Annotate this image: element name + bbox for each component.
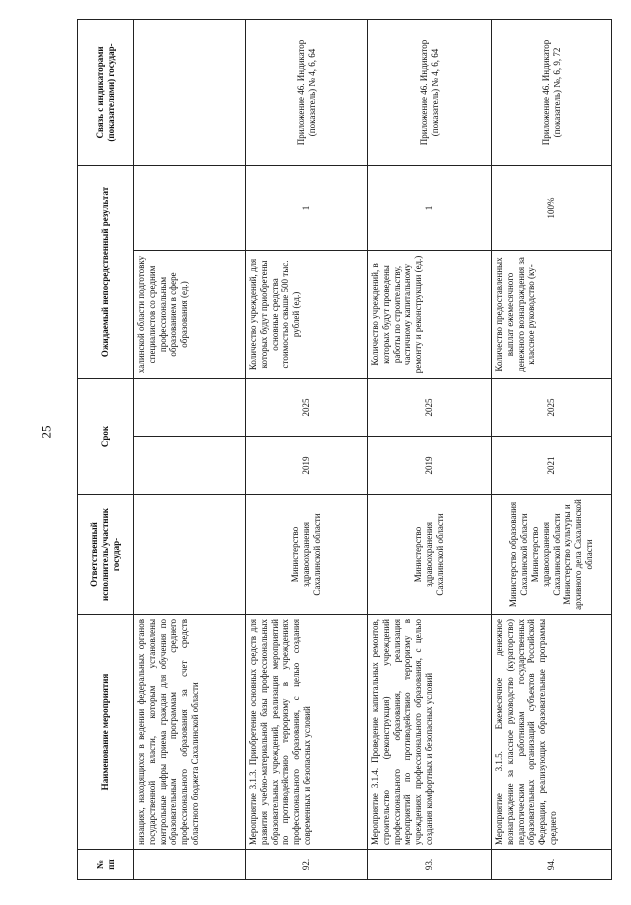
header-term: Срок [78, 378, 134, 494]
table-row [134, 19, 246, 879]
row-number: 93. [368, 850, 492, 880]
header-result: Ожидаемый непосредственный результат [78, 165, 134, 378]
responsible-executor: Министерство здравоохранения Сахалинской области [246, 495, 368, 615]
activity-name: Мероприятие 3.1.3. Приобретение основных средств для развития учебно-материальной базы профессиональных образовательных учреждений, реализация мероприятий по противодействию терроризму в учреждениях профессионального образования, с целью создания современных и безопасных условий [246, 615, 368, 850]
activity-name: Мероприятие 3.1.4. Проведение капитальных ремонтов, строительство (реконструкция) учреждений профессионального образования, реализация мероприятий по противодействию терроризму в учреждениях профессионального образования, с целью создания комфортных и безопасных условий [368, 615, 492, 850]
activity-name: низациях, находящихся в ведении федеральных органов государственной власти, которым установлены контрольные цифры приема граждан для обучения по образовательным программам среднего профессионального образования за счет средств областного бюджета Сахалинской области [134, 615, 246, 850]
table-row [492, 19, 612, 879]
expected-result-value [134, 165, 246, 250]
header-link: Связь с индикаторами (показателями) государ- [78, 19, 134, 165]
start-year: 2021 [492, 437, 612, 495]
activities-table [77, 19, 612, 880]
indicator-link [134, 19, 246, 165]
activity-name: Мероприятие 3.1.5. Ежемесячное денежное вознаграждение за классное руководство (кураторство) педагогическим работникам государственных образовательных организаций субъектов Российской Федерации, реализующих образовательные программы среднего [492, 615, 612, 850]
header-responsible: Ответственный исполнитель/участник государ- [78, 495, 134, 615]
expected-result-text: Количество предоставленных выплат ежемесячного денежного вознаграждения за классное руководство (ку- [492, 250, 612, 378]
indicator-link: Приложение 46. Индикатор (показатель) № 4, 6, 64 [368, 19, 492, 165]
indicator-link: Приложение 46. Индикатор (показатель) №, 6, 9, 72 [492, 19, 612, 165]
table-viewport [77, 20, 611, 880]
header-num: № пп [78, 850, 134, 880]
row-number [134, 850, 246, 880]
page-number: 25 [38, 425, 54, 439]
expected-result-value: 1 [368, 165, 492, 250]
end-year [134, 378, 246, 436]
end-year: 2025 [492, 378, 612, 436]
expected-result-text: халинской области подготовку специалистов со средним профессиональным образованием в сфере образования (ед.) [134, 250, 246, 378]
expected-result-text: Количество учреждений, для которых будут приобретены основные средства стоимостью свыше 500 тыс. рублей (ед.) [246, 250, 368, 378]
responsible-executor [134, 495, 246, 615]
expected-result-text: Количество учреждений, в которых будут проведены работы по строительству, частичному капитальному ремонту и реконструкции (ед.) [368, 250, 492, 378]
start-year: 2019 [246, 437, 368, 495]
header-name: Наименование мероприятия [78, 615, 134, 850]
responsible-executor: Министерство здравоохранения Сахалинской области [368, 495, 492, 615]
table-header-row [78, 19, 134, 879]
start-year [134, 437, 246, 495]
end-year: 2025 [368, 378, 492, 436]
end-year: 2025 [246, 378, 368, 436]
indicator-link: Приложение 46. Индикатор (показатель) № 4, 6, 64 [246, 19, 368, 165]
row-number: 92. [246, 850, 368, 880]
responsible-executor: Министерство образования Сахалинской области Министерство здравоохранения Сахалинской области Министерство культуры и архивного дела Сахалинской области [492, 495, 612, 615]
expected-result-value: 1 [246, 165, 368, 250]
table-row [246, 19, 368, 879]
start-year: 2019 [368, 437, 492, 495]
table-row [368, 19, 492, 879]
expected-result-value: 100% [492, 165, 612, 250]
row-number: 94. [492, 850, 612, 880]
